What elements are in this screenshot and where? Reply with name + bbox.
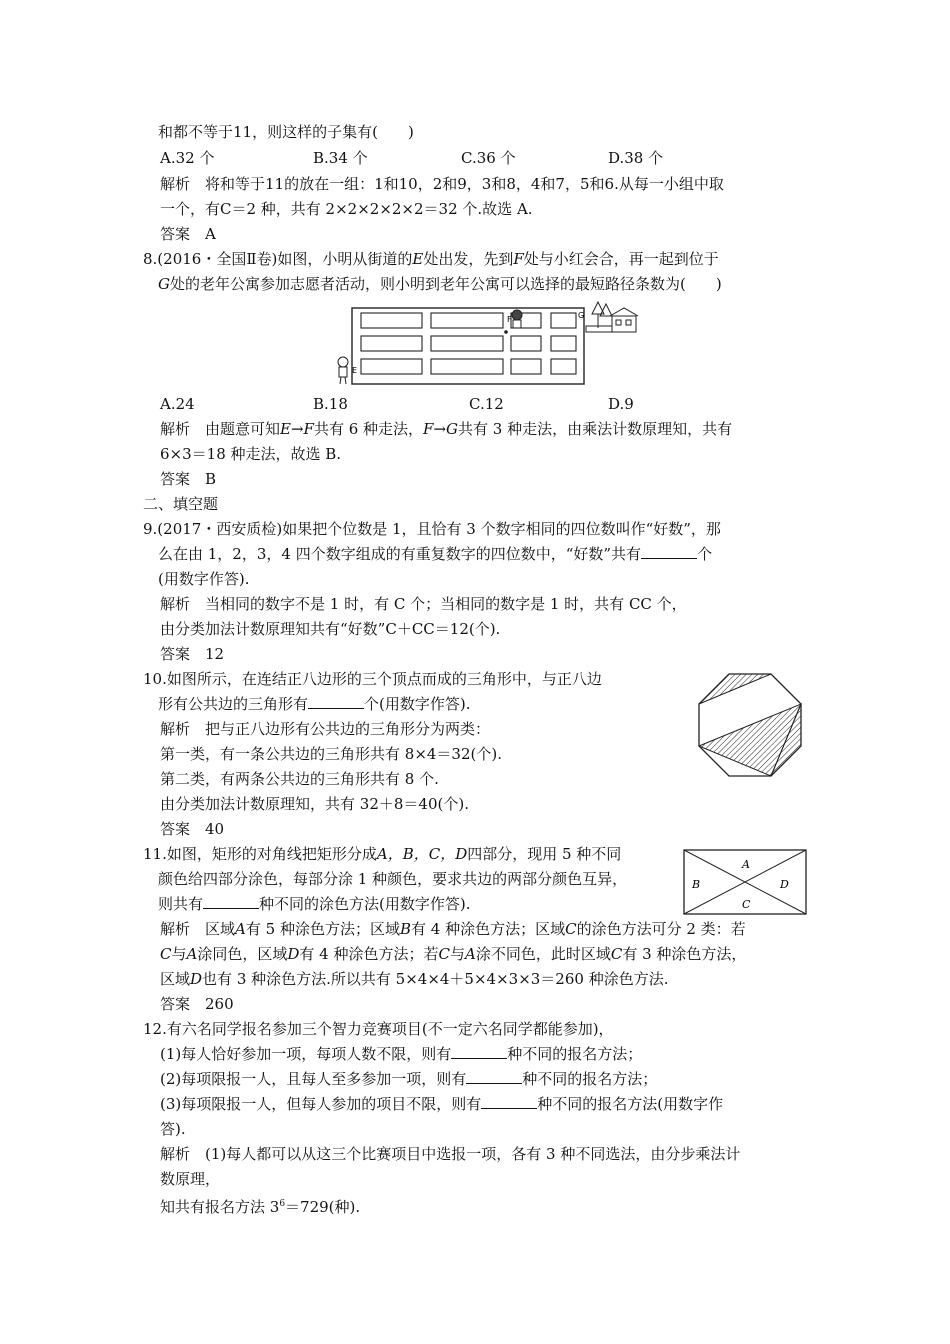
q11-stem-line1: 11.如图，矩形的对角线把矩形分成A，B，C，D四部分，现用 5 种不同 — [143, 845, 622, 863]
label-e: E — [352, 366, 358, 375]
q12-stem-line1: 12.有六名同学报名参加三个智力竞赛项目(不一定六名同学都能参加)， — [143, 1020, 614, 1038]
boy-icon — [338, 357, 348, 384]
q12-part2: (2)每项限报一人，且每人至多参加一项，则有 种不同的报名方法； — [160, 1070, 658, 1088]
region-c-label: C — [742, 898, 751, 911]
elderly-apartment-icon — [586, 302, 638, 332]
q7-analysis-line1: 解析 将和等于11的放在一组：1和10，2和9，3和8，4和7，5和6.从每一小组中取 — [160, 175, 724, 193]
region-b-label: B — [692, 878, 701, 891]
q8-analysis-line1: 解析 由题意可知E→F共有 6 种走法，F→G共有 3 种走法，由乘法计数原理知，共有 — [160, 420, 733, 438]
q10-stem-line2: 形有公共边的三角形有 个(用数字作答). — [158, 695, 471, 713]
triangle-one-common-side — [699, 674, 771, 704]
shaded-triangle — [699, 704, 801, 776]
q12-part3: (3)每项限报一人，但每人参加的项目不限，则有 种不同的报名方法(用数字作 — [160, 1095, 724, 1113]
q11-stem-line2: 颜色给四部分涂色，每部分涂 1 种颜色，要求共边的两部分颜色互异， — [158, 870, 628, 888]
q10-analysis-line3: 第二类，有两条公共边的三角形共有 8 个. — [160, 770, 439, 788]
q8-option-b: B.18 — [313, 395, 348, 413]
q9-answer-blank[interactable] — [641, 544, 697, 559]
street-map-figure — [330, 298, 642, 390]
q8-stem-line2: G处的老年公寓参加志愿者活动，则小明到老年公寓可以选择的最短路径条数为( ) — [158, 275, 722, 293]
octagon-figure — [690, 668, 810, 790]
q12-part3-continued: 答). — [160, 1120, 186, 1138]
q9-stem-line2: 么在由 1，2，3，4 四个数字组成的有重复数字的四位数中，“好数”共有 个 — [158, 545, 713, 563]
q7-option-a: A.32 个 — [160, 149, 215, 167]
girl-icon — [512, 310, 522, 328]
label-f: F — [507, 315, 512, 324]
q8-option-d: D.9 — [608, 395, 634, 413]
q9-answer: 答案 12 — [160, 645, 225, 663]
q8-stem-line1: 8.(2016・全国Ⅱ卷)如图，小明从街道的E处出发，先到F处与小红会合，再一起到位于 — [143, 250, 719, 268]
q7-analysis-line2: 一个，有C＝2 种，共有 2×2×2×2×2＝32 个.故选 A. — [160, 200, 533, 218]
q12-analysis-line2: 数原理， — [160, 1170, 221, 1188]
q11-analysis-line3: 区域D也有 3 种涂色方法.所以共有 5×4×4＋5×4×3×3＝260 种涂色方法. — [160, 970, 669, 988]
q8-option-a: A.24 — [160, 395, 195, 413]
q12-part2-blank[interactable] — [466, 1069, 522, 1084]
q8-analysis-line2: 6×3＝18 种走法，故选 B. — [160, 445, 342, 463]
q11-analysis-line2: C与A涂同色，区域D有 4 种涂色方法；若C与A涂不同色，此时区域C有 3 种涂色方法， — [160, 945, 747, 963]
q12-analysis-line1: 解析 (1)每人都可以从这三个比赛项目中选报一项，各有 3 种不同选法，由分步乘法计 — [160, 1145, 741, 1163]
q7-option-c: C.36 个 — [461, 149, 516, 167]
q11-stem-line3: 则共有 种不同的涂色方法(用数字作答). — [158, 895, 471, 913]
q8-answer: 答案 B — [160, 470, 217, 488]
q9-analysis-line2: 由分类加法计数原理知共有“好数”C＋CC＝12(个). — [160, 620, 501, 638]
q10-answer: 答案 40 — [160, 820, 225, 838]
q11-answer: 答案 260 — [160, 995, 234, 1013]
q9-analysis-line1: 解析 当相同的数字不是 1 时，有 C 个；当相同的数字是 1 时，共有 CC 个， — [160, 595, 687, 613]
q11-answer-blank[interactable] — [203, 894, 259, 909]
city-blocks — [361, 313, 576, 374]
q9-stem-line1: 9.(2017・西安质检)如果把个位数是 1，且恰有 3 个数字相同的四位数叫作“好数”，那 — [143, 520, 721, 538]
q8-option-c: C.12 — [469, 395, 504, 413]
q12-part3-blank[interactable] — [481, 1094, 537, 1109]
q12-part1: (1)每人恰好参加一项，每项人数不限，则有 种不同的报名方法； — [160, 1045, 643, 1063]
q10-analysis-line4: 由分类加法计数原理知，共有 32＋8＝40(个). — [160, 795, 469, 813]
q10-analysis-line2: 第一类，有一条公共边的三角形共有 8×4＝32(个). — [160, 745, 502, 763]
q12-analysis-line3: 知共有报名方法 $3^6=729$(种). — [160, 1198, 361, 1216]
q12-part1-blank[interactable] — [451, 1044, 507, 1059]
q10-answer-blank[interactable] — [308, 694, 364, 709]
q10-stem-line1: 10.如图所示，在连结正八边形的三个顶点而成的三角形中，与正八边 — [143, 670, 602, 688]
q7-option-d: D.38 个 — [608, 149, 664, 167]
q11-analysis-line1: 解析 区域A有 5 种涂色方法；区域B有 4 种涂色方法；区域C的涂色方法可分 2 类：若 — [160, 920, 746, 938]
q7-stem-tail: 和都不等于11，则这样的子集有( ) — [158, 123, 414, 141]
q9-stem-line3: (用数字作答). — [158, 570, 250, 588]
q7-option-b: B.34 个 — [313, 149, 368, 167]
region-a-label: A — [742, 858, 750, 871]
q7-answer: 答案 A — [160, 225, 216, 243]
region-d-label: D — [780, 878, 789, 891]
label-g: G — [578, 311, 585, 320]
q10-analysis-line1: 解析 把与正八边形有公共边的三角形分为两类： — [160, 720, 491, 738]
section-fill-in-blank: 二、填空题 — [143, 495, 219, 513]
rectangle-diagonals-figure — [682, 848, 810, 918]
